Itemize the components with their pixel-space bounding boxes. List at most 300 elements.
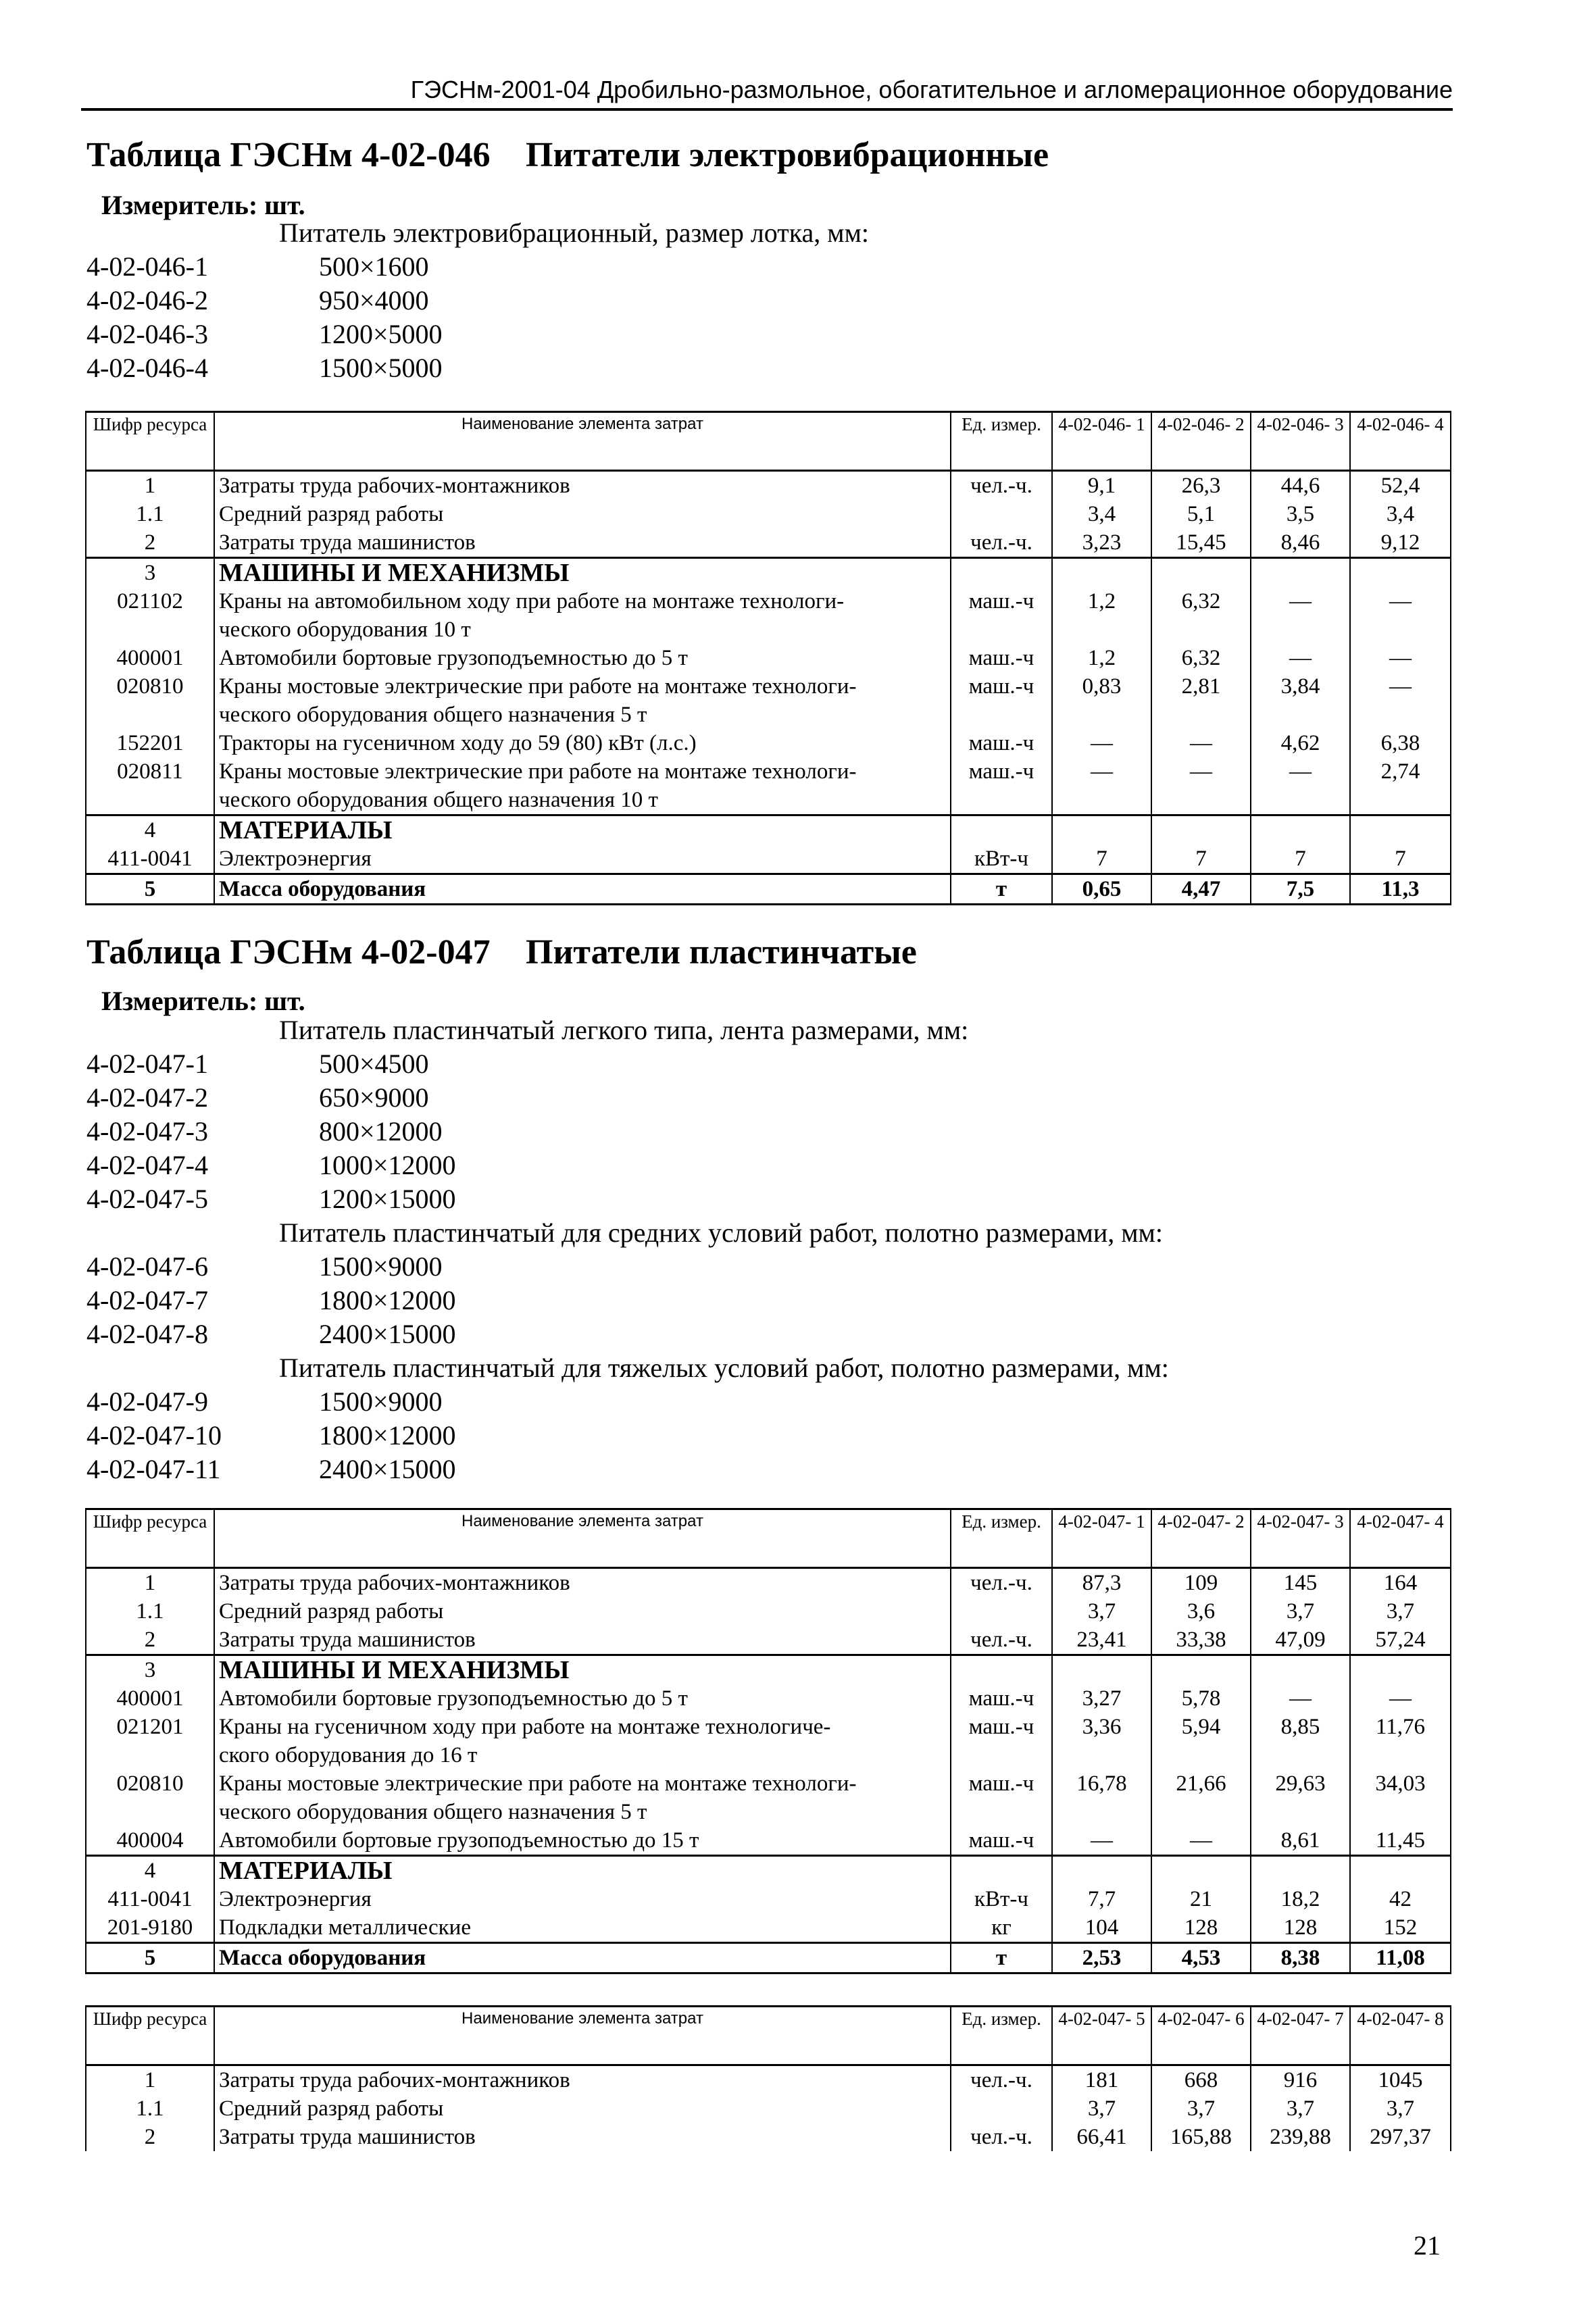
resource-value: 0,65 bbox=[1052, 874, 1151, 905]
resource-unit bbox=[951, 786, 1052, 815]
position-row bbox=[86, 1284, 1169, 1317]
table-row bbox=[86, 1885, 1451, 1913]
resource-value bbox=[1251, 1856, 1350, 1886]
position-size: 500×1600 bbox=[319, 251, 429, 282]
resource-code: 2 bbox=[86, 528, 214, 558]
resource-code: 4 bbox=[86, 1856, 214, 1886]
resource-value bbox=[1350, 701, 1451, 729]
resource-value bbox=[1251, 558, 1350, 588]
resource-value: 8,38 bbox=[1251, 1943, 1350, 1973]
position-code: 4-02-047-4 bbox=[86, 1150, 208, 1180]
resource-value: 239,88 bbox=[1251, 2123, 1350, 2151]
resource-value: 7 bbox=[1350, 845, 1451, 874]
table-046-name: Питатели электровибрационные bbox=[526, 136, 1049, 174]
resource-name: Масса оборудования bbox=[214, 1943, 951, 1973]
resource-value: 3,7 bbox=[1052, 1597, 1151, 1626]
resource-value bbox=[1151, 558, 1251, 588]
position-code: 4-02-047-6 bbox=[86, 1251, 208, 1282]
resource-value bbox=[1350, 615, 1451, 644]
resource-unit: чел.-ч. bbox=[951, 2065, 1052, 2095]
position-size: 1000×12000 bbox=[319, 1150, 456, 1180]
position-row bbox=[86, 1047, 1169, 1081]
table-047-name: Питатели пластинчатые bbox=[526, 933, 917, 972]
table-row bbox=[86, 471, 1451, 501]
resource-value: 7,5 bbox=[1251, 874, 1350, 905]
resource-unit: маш.-ч bbox=[951, 1769, 1052, 1798]
table-046-positions bbox=[86, 216, 869, 385]
resource-value: 11,3 bbox=[1350, 874, 1451, 905]
position-row bbox=[86, 1250, 1169, 1284]
table-row bbox=[86, 500, 1451, 528]
resource-code: 1.1 bbox=[86, 2094, 214, 2123]
position-code: 4-02-046-2 bbox=[86, 285, 208, 316]
resource-value: 47,09 bbox=[1251, 1626, 1350, 1655]
resource-name: Затраты труда рабочих-монтажников bbox=[214, 1568, 951, 1598]
table-047-code: Таблица ГЭСНм 4-02-047 bbox=[86, 933, 491, 972]
position-size: 1800×12000 bbox=[319, 1285, 456, 1315]
header-name: Наименование элемента затрат bbox=[214, 1509, 951, 1568]
resource-value: 66,41 bbox=[1052, 2123, 1151, 2151]
resource-name: Электроэнергия bbox=[214, 845, 951, 874]
resource-name: МАШИНЫ И МЕХАНИЗМЫ bbox=[214, 558, 951, 588]
header-column-code: 4-02-047- 4 bbox=[1350, 1509, 1451, 1568]
table-row bbox=[86, 786, 1451, 815]
resource-name: Затраты труда машинистов bbox=[214, 1626, 951, 1655]
resource-name: ческого оборудования общего назначения 5 т bbox=[214, 701, 951, 729]
position-code: 4-02-047-10 bbox=[86, 1420, 222, 1451]
header-column-code: 4-02-047- 5 bbox=[1052, 2007, 1151, 2065]
resource-value: 16,78 bbox=[1052, 1769, 1151, 1798]
resource-value: 26,3 bbox=[1151, 471, 1251, 501]
header-name: Наименование элемента затрат bbox=[214, 412, 951, 471]
resource-name: ского оборудования до 16 т bbox=[214, 1741, 951, 1769]
resource-value: 87,3 bbox=[1052, 1568, 1151, 1598]
resource-unit: кг bbox=[951, 1913, 1052, 1943]
resource-value: 34,03 bbox=[1350, 1769, 1451, 1798]
header-column-code: 4-02-047- 7 bbox=[1251, 2007, 1350, 2065]
position-size: 1800×12000 bbox=[319, 1420, 456, 1451]
resource-value bbox=[1350, 1655, 1451, 1685]
resource-value: 11,76 bbox=[1350, 1713, 1451, 1741]
resource-code: 020810 bbox=[86, 672, 214, 701]
position-group-header: Питатель пластинчатый легкого типа, лента размерами, мм: bbox=[279, 1015, 969, 1045]
table-047-title bbox=[86, 932, 917, 972]
resource-value bbox=[1151, 1856, 1251, 1886]
resource-name: Тракторы на гусеничном ходу до 59 (80) кВт (л.с.) bbox=[214, 729, 951, 757]
resource-name: Автомобили бортовые грузоподъемностью до 15 т bbox=[214, 1826, 951, 1856]
position-row bbox=[86, 250, 869, 284]
resource-value: 2,53 bbox=[1052, 1943, 1151, 1973]
position-row bbox=[86, 318, 869, 351]
resource-value: — bbox=[1350, 587, 1451, 615]
position-code: 4-02-047-1 bbox=[86, 1049, 208, 1079]
resource-code: 5 bbox=[86, 874, 214, 905]
resource-value: — bbox=[1052, 1826, 1151, 1856]
position-code: 4-02-047-8 bbox=[86, 1319, 208, 1349]
resource-value bbox=[1251, 1798, 1350, 1826]
resource-value: 297,37 bbox=[1350, 2123, 1451, 2151]
resource-unit bbox=[951, 500, 1052, 528]
resource-value bbox=[1052, 1655, 1151, 1685]
resource-value: 15,45 bbox=[1151, 528, 1251, 558]
resource-value: 181 bbox=[1052, 2065, 1151, 2095]
position-code: 4-02-047-7 bbox=[86, 1285, 208, 1315]
table-row bbox=[86, 1943, 1451, 1973]
resource-value bbox=[1052, 815, 1151, 845]
resource-code: 411-0041 bbox=[86, 1885, 214, 1913]
resource-code: 2 bbox=[86, 1626, 214, 1655]
resource-code: 400001 bbox=[86, 644, 214, 672]
resource-value bbox=[1350, 1741, 1451, 1769]
table-row bbox=[86, 2065, 1451, 2095]
table-row bbox=[86, 815, 1451, 845]
resource-value: — bbox=[1251, 1684, 1350, 1713]
resource-value bbox=[1151, 615, 1251, 644]
resource-value: — bbox=[1350, 672, 1451, 701]
resource-value bbox=[1052, 1798, 1151, 1826]
resource-unit bbox=[951, 558, 1052, 588]
resource-name: Затраты труда рабочих-монтажников bbox=[214, 2065, 951, 2095]
position-code: 4-02-047-9 bbox=[86, 1386, 208, 1417]
table-row bbox=[86, 528, 1451, 558]
resource-code: 1.1 bbox=[86, 500, 214, 528]
table-row bbox=[86, 558, 1451, 588]
resource-code bbox=[86, 1741, 214, 1769]
resource-value: 6,32 bbox=[1151, 587, 1251, 615]
resource-value bbox=[1151, 1741, 1251, 1769]
resource-value: 4,62 bbox=[1251, 729, 1350, 757]
resource-value: 4,47 bbox=[1151, 874, 1251, 905]
position-size: 1200×5000 bbox=[319, 319, 443, 349]
resource-name: ческого оборудования общего назначения 5 т bbox=[214, 1798, 951, 1826]
header-code: Шифр ресурса bbox=[86, 412, 214, 471]
position-code: 4-02-046-1 bbox=[86, 251, 208, 282]
resource-name: Средний разряд работы bbox=[214, 2094, 951, 2123]
resource-value: 2,74 bbox=[1350, 757, 1451, 786]
resource-value: 7 bbox=[1251, 845, 1350, 874]
table-row bbox=[86, 2094, 1451, 2123]
resource-code: 201-9180 bbox=[86, 1913, 214, 1943]
resource-name: Краны на гусеничном ходу при работе на монтаже технологиче- bbox=[214, 1713, 951, 1741]
resource-unit: маш.-ч bbox=[951, 1713, 1052, 1741]
resource-name: Электроэнергия bbox=[214, 1885, 951, 1913]
table-row bbox=[86, 2123, 1451, 2151]
resource-unit: маш.-ч bbox=[951, 1826, 1052, 1856]
resource-unit: чел.-ч. bbox=[951, 1568, 1052, 1598]
table-row bbox=[86, 587, 1451, 615]
resource-value: 57,24 bbox=[1350, 1626, 1451, 1655]
resource-code bbox=[86, 1798, 214, 1826]
header-code: Шифр ресурса bbox=[86, 2007, 214, 2065]
position-size: 950×4000 bbox=[319, 285, 429, 316]
resource-unit: чел.-ч. bbox=[951, 471, 1052, 501]
header-column-code: 4-02-046- 2 bbox=[1151, 412, 1251, 471]
header-column-code: 4-02-047- 3 bbox=[1251, 1509, 1350, 1568]
header-column-code: 4-02-047- 6 bbox=[1151, 2007, 1251, 2065]
position-group-header: Питатель пластинчатый для средних условий работ, полотно размерами, мм: bbox=[279, 1217, 1163, 1248]
resource-value: 3,7 bbox=[1350, 1597, 1451, 1626]
resource-unit bbox=[951, 815, 1052, 845]
resource-value: 23,41 bbox=[1052, 1626, 1151, 1655]
table-row bbox=[86, 845, 1451, 874]
resource-name: ческого оборудования 10 т bbox=[214, 615, 951, 644]
position-row bbox=[86, 1317, 1169, 1351]
resource-value bbox=[1350, 1856, 1451, 1886]
header-code: Шифр ресурса bbox=[86, 1509, 214, 1568]
resource-value: 11,08 bbox=[1350, 1943, 1451, 1973]
table-047-measure: Измеритель: шт. bbox=[101, 986, 305, 1016]
resource-value: 145 bbox=[1251, 1568, 1350, 1598]
resource-code bbox=[86, 786, 214, 815]
resource-value bbox=[1151, 1655, 1251, 1685]
position-code: 4-02-047-5 bbox=[86, 1184, 208, 1214]
resource-code: 021201 bbox=[86, 1713, 214, 1741]
position-row bbox=[86, 1149, 1169, 1182]
resource-code: 020810 bbox=[86, 1769, 214, 1798]
resource-value: — bbox=[1151, 757, 1251, 786]
resource-unit: маш.-ч bbox=[951, 644, 1052, 672]
position-size: 800×12000 bbox=[319, 1116, 443, 1147]
resource-value: 104 bbox=[1052, 1913, 1151, 1943]
resource-value bbox=[1251, 615, 1350, 644]
header-column-code: 4-02-047- 2 bbox=[1151, 1509, 1251, 1568]
resource-unit bbox=[951, 615, 1052, 644]
position-row bbox=[86, 284, 869, 318]
resource-value: 21 bbox=[1151, 1885, 1251, 1913]
resource-code: 400001 bbox=[86, 1684, 214, 1713]
running-header: ГЭСНм-2001-04 Дробильно-размольное, обогатительное и агломерационное оборудование bbox=[81, 76, 1453, 111]
resource-value: 3,36 bbox=[1052, 1713, 1151, 1741]
position-size: 500×4500 bbox=[319, 1049, 429, 1079]
resource-value bbox=[1151, 815, 1251, 845]
resource-value bbox=[1251, 701, 1350, 729]
resource-value: 7 bbox=[1151, 845, 1251, 874]
resource-value: 3,27 bbox=[1052, 1684, 1151, 1713]
table-row bbox=[86, 615, 1451, 644]
header-unit: Ед. измер. bbox=[951, 2007, 1052, 2065]
resource-unit: кВт-ч bbox=[951, 1885, 1052, 1913]
resource-value: 3,84 bbox=[1251, 672, 1350, 701]
resource-value: — bbox=[1052, 729, 1151, 757]
resource-value: 33,38 bbox=[1151, 1626, 1251, 1655]
table-row bbox=[86, 1913, 1451, 1943]
table-046-title bbox=[86, 135, 1049, 175]
resource-value: 6,32 bbox=[1151, 644, 1251, 672]
resource-value: 2,81 bbox=[1151, 672, 1251, 701]
table-row bbox=[86, 1655, 1451, 1685]
table-row bbox=[86, 1597, 1451, 1626]
resource-name: МАШИНЫ И МЕХАНИЗМЫ bbox=[214, 1655, 951, 1685]
resource-value: — bbox=[1151, 1826, 1251, 1856]
resource-value: — bbox=[1251, 757, 1350, 786]
resource-value: 3,5 bbox=[1251, 500, 1350, 528]
resource-value: 3,23 bbox=[1052, 528, 1151, 558]
resource-unit: т bbox=[951, 1943, 1052, 1973]
resource-code: 1 bbox=[86, 471, 214, 501]
resource-code: 5 bbox=[86, 1943, 214, 1973]
resource-value: 152 bbox=[1350, 1913, 1451, 1943]
header-column-code: 4-02-047- 1 bbox=[1052, 1509, 1151, 1568]
resource-value: — bbox=[1350, 1684, 1451, 1713]
resource-value: 11,45 bbox=[1350, 1826, 1451, 1856]
resource-code: 1 bbox=[86, 1568, 214, 1598]
resource-value: 42 bbox=[1350, 1885, 1451, 1913]
resource-value: 52,4 bbox=[1350, 471, 1451, 501]
resource-value bbox=[1151, 1798, 1251, 1826]
position-size: 1200×15000 bbox=[319, 1184, 456, 1214]
position-group-header: Питатель пластинчатый для тяжелых условий работ, полотно размерами, мм: bbox=[279, 1353, 1169, 1383]
resource-value: 9,12 bbox=[1350, 528, 1451, 558]
table-header-row bbox=[86, 2007, 1451, 2065]
resource-code: 152201 bbox=[86, 729, 214, 757]
resource-name: Краны мостовые электрические при работе на монтаже технологи- bbox=[214, 1769, 951, 1798]
position-size: 1500×9000 bbox=[319, 1251, 443, 1282]
resource-unit bbox=[951, 701, 1052, 729]
table-row bbox=[86, 1826, 1451, 1856]
header-unit: Ед. измер. bbox=[951, 1509, 1052, 1568]
position-size: 2400×15000 bbox=[319, 1454, 456, 1484]
resource-value: 8,85 bbox=[1251, 1713, 1350, 1741]
resource-value: 8,46 bbox=[1251, 528, 1350, 558]
resource-value bbox=[1052, 615, 1151, 644]
resource-code bbox=[86, 615, 214, 644]
header-column-code: 4-02-047- 8 bbox=[1350, 2007, 1451, 2065]
resource-code: 3 bbox=[86, 1655, 214, 1685]
position-row bbox=[86, 351, 869, 385]
position-size: 2400×15000 bbox=[319, 1319, 456, 1349]
header-name: Наименование элемента затрат bbox=[214, 2007, 951, 2065]
resource-code: 2 bbox=[86, 2123, 214, 2151]
resource-unit: чел.-ч. bbox=[951, 528, 1052, 558]
position-code: 4-02-046-3 bbox=[86, 319, 208, 349]
position-code: 4-02-046-4 bbox=[86, 353, 208, 383]
table-046-measure: Измеритель: шт. bbox=[101, 190, 305, 220]
resource-value: 164 bbox=[1350, 1568, 1451, 1598]
resource-name: Затраты труда рабочих-монтажников bbox=[214, 471, 951, 501]
position-row bbox=[86, 1419, 1169, 1453]
resource-value bbox=[1251, 1741, 1350, 1769]
resource-value: 3,4 bbox=[1052, 500, 1151, 528]
resource-value: 128 bbox=[1251, 1913, 1350, 1943]
resource-name: Средний разряд работы bbox=[214, 500, 951, 528]
resource-value: 1,2 bbox=[1052, 587, 1151, 615]
resource-value: 29,63 bbox=[1251, 1769, 1350, 1798]
resource-name: Краны мостовые электрические при работе на монтаже технологи- bbox=[214, 757, 951, 786]
resource-code: 4 bbox=[86, 815, 214, 845]
resource-value: — bbox=[1251, 587, 1350, 615]
table-header-row bbox=[86, 412, 1451, 471]
resource-value: 9,1 bbox=[1052, 471, 1151, 501]
resource-value: 3,7 bbox=[1251, 2094, 1350, 2123]
table-row bbox=[86, 1856, 1451, 1886]
resource-code: 3 bbox=[86, 558, 214, 588]
resource-value bbox=[1052, 701, 1151, 729]
resource-code: 020811 bbox=[86, 757, 214, 786]
resource-value: 165,88 bbox=[1151, 2123, 1251, 2151]
resource-unit: чел.-ч. bbox=[951, 2123, 1052, 2151]
resource-value: 7 bbox=[1052, 845, 1151, 874]
resource-code: 411-0041 bbox=[86, 845, 214, 874]
resource-value: 5,1 bbox=[1151, 500, 1251, 528]
page-number: 21 bbox=[1414, 2230, 1441, 2261]
resource-unit bbox=[951, 2094, 1052, 2123]
resource-name: Краны на автомобильном ходу при работе на монтаже технологи- bbox=[214, 587, 951, 615]
table-row bbox=[86, 757, 1451, 786]
resource-code: 400004 bbox=[86, 1826, 214, 1856]
resource-name: Затраты труда машинистов bbox=[214, 2123, 951, 2151]
resource-value: 8,61 bbox=[1251, 1826, 1350, 1856]
position-row bbox=[86, 1081, 1169, 1115]
resource-unit: кВт-ч bbox=[951, 845, 1052, 874]
table-row bbox=[86, 672, 1451, 701]
resource-value bbox=[1350, 786, 1451, 815]
table-row bbox=[86, 729, 1451, 757]
resource-value: 916 bbox=[1251, 2065, 1350, 2095]
resource-value bbox=[1251, 815, 1350, 845]
resource-value: 3,7 bbox=[1052, 2094, 1151, 2123]
resource-value bbox=[1151, 786, 1251, 815]
resource-value: 128 bbox=[1151, 1913, 1251, 1943]
resource-name: ческого оборудования общего назначения 10 т bbox=[214, 786, 951, 815]
resource-value: 3,7 bbox=[1350, 2094, 1451, 2123]
table-row bbox=[86, 1568, 1451, 1598]
resource-value: 5,94 bbox=[1151, 1713, 1251, 1741]
position-code: 4-02-047-2 bbox=[86, 1082, 208, 1113]
resource-value: — bbox=[1350, 644, 1451, 672]
table-row bbox=[86, 644, 1451, 672]
resource-name: Автомобили бортовые грузоподъемностью до 5 т bbox=[214, 1684, 951, 1713]
resource-name: Автомобили бортовые грузоподъемностью до 5 т bbox=[214, 644, 951, 672]
table-row bbox=[86, 1684, 1451, 1713]
resource-value: 44,6 bbox=[1251, 471, 1350, 501]
resource-code: 1 bbox=[86, 2065, 214, 2095]
header-column-code: 4-02-046- 4 bbox=[1350, 412, 1451, 471]
resource-value bbox=[1052, 558, 1151, 588]
resource-value: 3,7 bbox=[1251, 1597, 1350, 1626]
table-row bbox=[86, 1713, 1451, 1741]
position-code: 4-02-047-3 bbox=[86, 1116, 208, 1147]
resource-value: 668 bbox=[1151, 2065, 1251, 2095]
table-row bbox=[86, 1769, 1451, 1798]
resource-name: МАТЕРИАЛЫ bbox=[214, 815, 951, 845]
position-row bbox=[86, 1385, 1169, 1419]
position-size: 650×9000 bbox=[319, 1082, 429, 1113]
table-row bbox=[86, 1741, 1451, 1769]
position-code: 4-02-047-11 bbox=[86, 1454, 221, 1484]
resource-value: — bbox=[1052, 757, 1151, 786]
table-row bbox=[86, 701, 1451, 729]
resource-name: МАТЕРИАЛЫ bbox=[214, 1856, 951, 1886]
position-size: 1500×5000 bbox=[319, 353, 443, 383]
resource-unit bbox=[951, 1597, 1052, 1626]
table-row bbox=[86, 1626, 1451, 1655]
resource-value: 1045 bbox=[1350, 2065, 1451, 2095]
resource-code bbox=[86, 701, 214, 729]
resource-value bbox=[1052, 1856, 1151, 1886]
resource-name: Краны мостовые электрические при работе на монтаже технологи- bbox=[214, 672, 951, 701]
table-047-resources-part1 bbox=[85, 1508, 1451, 1974]
resource-value: 1,2 bbox=[1052, 644, 1151, 672]
resource-value: 18,2 bbox=[1251, 1885, 1350, 1913]
table-row bbox=[86, 874, 1451, 905]
resource-unit bbox=[951, 1856, 1052, 1886]
resource-value: 3,6 bbox=[1151, 1597, 1251, 1626]
resource-value: 21,66 bbox=[1151, 1769, 1251, 1798]
resource-name: Масса оборудования bbox=[214, 874, 951, 905]
resource-value: 6,38 bbox=[1350, 729, 1451, 757]
resource-value: — bbox=[1151, 729, 1251, 757]
position-row bbox=[86, 1182, 1169, 1216]
